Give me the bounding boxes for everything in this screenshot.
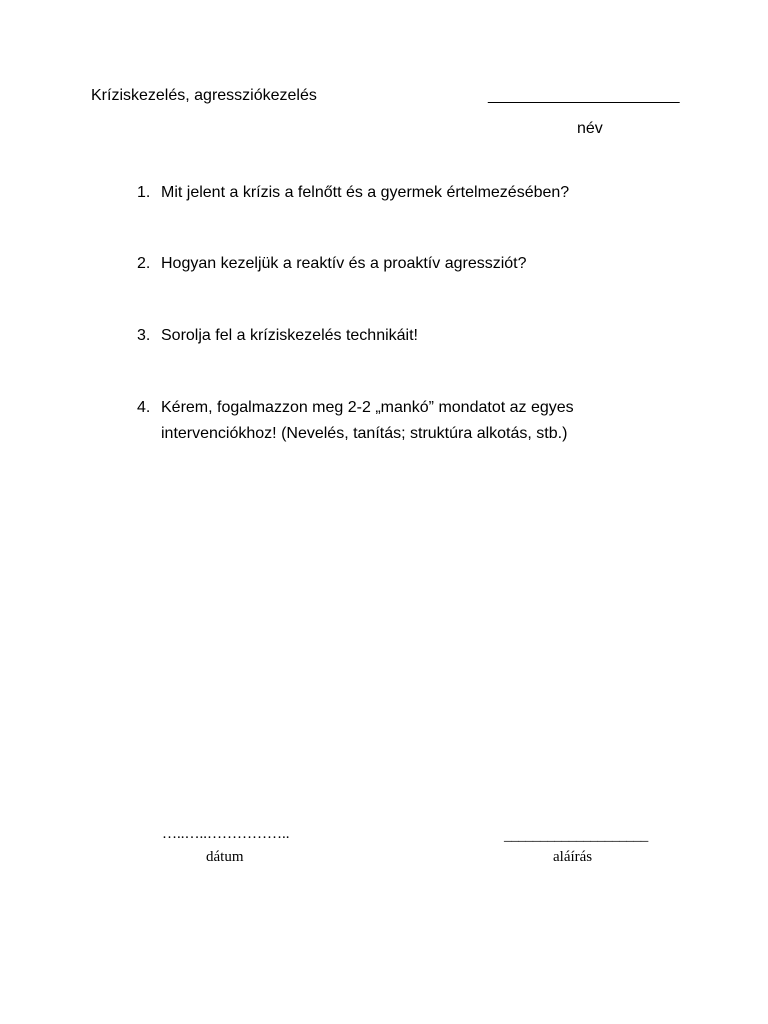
question-number: 3. — [137, 327, 151, 344]
question-text: Hogyan kezeljük a reaktív és a proaktív agressziót? — [161, 255, 527, 272]
name-label: név — [577, 120, 603, 137]
signature-label: aláírás — [553, 849, 593, 865]
question-number: 2. — [137, 255, 151, 272]
question-number: 4. — [137, 399, 151, 416]
date-dotted-line: …..…..…………….. — [162, 826, 290, 842]
question-text: Mit jelent a krízis a felnőtt és a gyermek értelmezésében? — [161, 184, 570, 201]
question-text: Sorolja fel a kríziskezelés technikáit! — [161, 327, 418, 344]
question-item — [137, 395, 617, 447]
document-title: Kríziskezelés, agressziókezelés — [91, 87, 317, 104]
question-item — [137, 180, 617, 206]
question-item — [137, 251, 617, 277]
question-item — [137, 323, 617, 349]
signature-blank-line: ____________________ — [504, 828, 649, 844]
name-blank-line: ______________________ — [488, 87, 680, 104]
question-number: 1. — [137, 184, 151, 201]
date-label: dátum — [206, 849, 244, 865]
question-text: Kérem, fogalmazzon meg 2-2 „mankó” mondatot az egyes intervenciókhoz! (Nevelés, tanítás; struktúra alkotás, stb.) — [161, 399, 574, 442]
